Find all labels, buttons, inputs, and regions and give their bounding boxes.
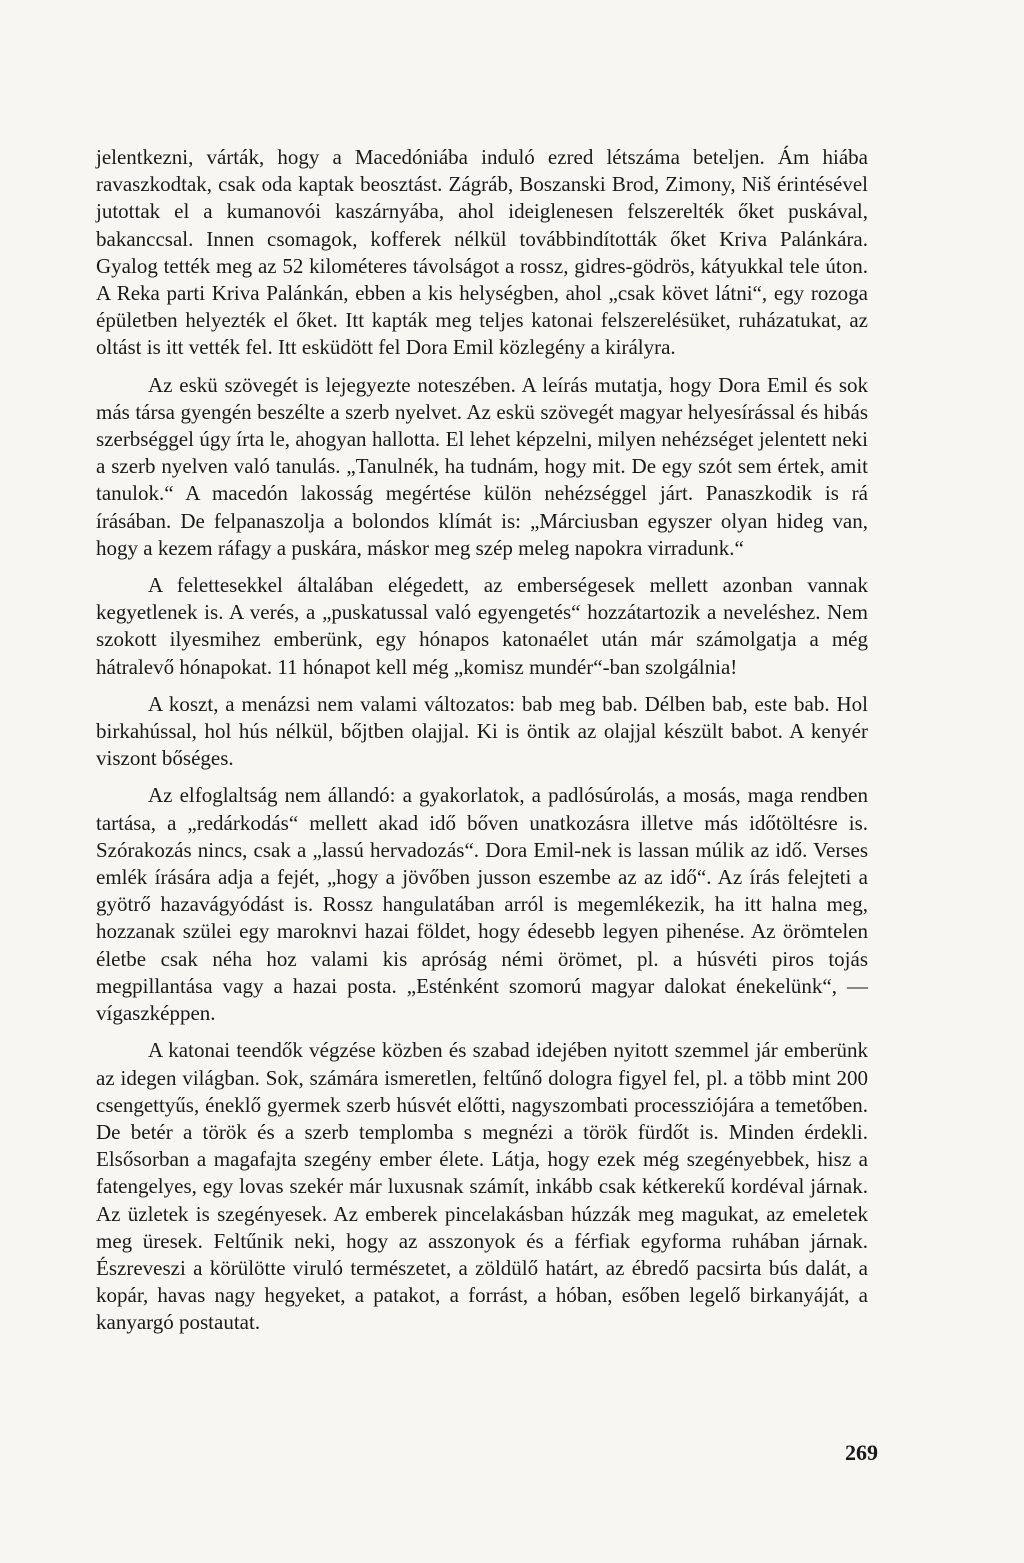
page-number: 269 <box>845 1440 878 1465</box>
paragraph-5: Az elfoglaltság nem állandó: a gyakorlatok, a padlósúrolás, a mosás, maga rendben tartása, a „redárkodás“ mellett akad idő bőven unatkozásra illetve más időtöltésre is. Szórakozás nincs, csak a „lassú hervadozás“. Dora Emil-nek is lassan múlik az idő. Verses emlék írására adja a fejét, „hogy a jövőben jusson eszembe az az idő“. Az írás felejteti a gyötrő hazavágyódást is. Rossz hangulatában arról is megemlékezik, ha itt halna meg, hozzanak szülei egy maroknvi hazai földet, hogy édesebb legyen pihenése. Az örömtelen életbe csak néha hoz valami kis apróság némi örömet, pl. a húsvéti piros tojás megpillantása vagy a hazai posta. „Esténként szomorú magyar dalokat énekelünk“, — vígaszképpen. <box>96 783 868 1026</box>
paragraph-4: A koszt, a menázsi nem valami változatos: bab meg bab. Délben bab, este bab. Hol birkahússal, hol hús nélkül, bőjtben olajjal. Ki is öntik az olajjal készült babot. A kenyér viszont bőséges. <box>96 691 868 771</box>
paragraph-2: Az eskü szövegét is lejegyezte noteszében. A leírás mutatja, hogy Dora Emil és sok más társa gyengén beszélte a szerb nyelvet. Az eskü szövegét magyar helyesírással és hibás szerbséggel úgy írta le, ahogyan hallotta. El lehet képzelni, milyen nehézséget jelentett neki a szerb nyelven való tanulás. „Tanulnék, ha tudnám, hogy mit. De egy szót sem értek, amit tanulok.“ A macedón lakosság megértése külön nehézséggel járt. Panaszkodik is rá írásában. De felpanaszolja a bolondos klímát is: „Márciusban egyszer olyan hideg van, hogy a kezem ráfagy a puskára, máskor meg szép meleg napokra virradunk.“ <box>96 372 868 560</box>
page-body <box>96 144 868 1347</box>
paragraph-6: A katonai teendők végzése közben és szabad idejében nyitott szemmel jár emberünk az idegen világban. Sok, számára ismeretlen, feltűnő dologra figyel fel, pl. a több mint 200 csengettyűs, éneklő gyermek szerb húsvét előtti, nagyszombati processziójára a temetőben. De betér a török és a szerb templomba s megnézi a török fürdőt is. Minden érdekli. Elsősorban a magafajta szegény ember élete. Látja, hogy ezek még szegényebbek, hisz a fatengelyes, egy lovas szekér már luxusnak számít, inkább csak kétkerekű kordéval járnak. Az üzletek is szegényesek. Az emberek pincelakásban húzzák meg magukat, az emeletek meg üresek. Feltűnik neki, hogy az asszonyok és a férfiak egyforma ruhában járnak. Észreveszi a körülötte viruló természetet, a zöldülő határt, az ébredő pacsirta bús dalát, a kopár, havas nagy hegyeket, a patakot, a forrást, a hóban, esőben legelő birkanyáját, a kanyargó postautat. <box>96 1038 868 1335</box>
paragraph-1: jelentkezni, várták, hogy a Macedóniába induló ezred létszáma beteljen. Ám hiába ravaszkodtak, csak oda kaptak beosztást. Zágráb, Boszanski Brod, Zimony, Niš érintésével jutottak el a kumanovói kaszárnyába, ahol ideiglenesen felszerelték őket puskával, bakanccsal. Innen csomagok, kofferek nélkül továbbindították őket Kriva Palánkára. Gyalog tették meg az 52 kilométeres távolságot a rossz, gidres-gödrös, kátyukkal tele úton. A Reka parti Kriva Palánkán, ebben a kis helységben, ahol „csak követ látni“, egy rozoga épületben helyezték el őket. Itt kapták meg teljes katonai felszerelésüket, ruházatukat, az oltást is itt vették fel. Itt esküdött fel Dora Emil közlegény a királyra. <box>96 145 868 360</box>
paragraph-3: A felettesekkel általában elégedett, az emberségesek mellett azonban vannak kegyetlenek is. A verés, a „puskatussal való egyengetés“ hozzátartozik a neveléshez. Nem szokott ilyesmihez emberünk, egy hónapos katonaélet után már számolgatja a még hátralevő hónapokat. 11 hónapot kell még „komisz mundér“-ban szolgálnia! <box>96 573 868 679</box>
